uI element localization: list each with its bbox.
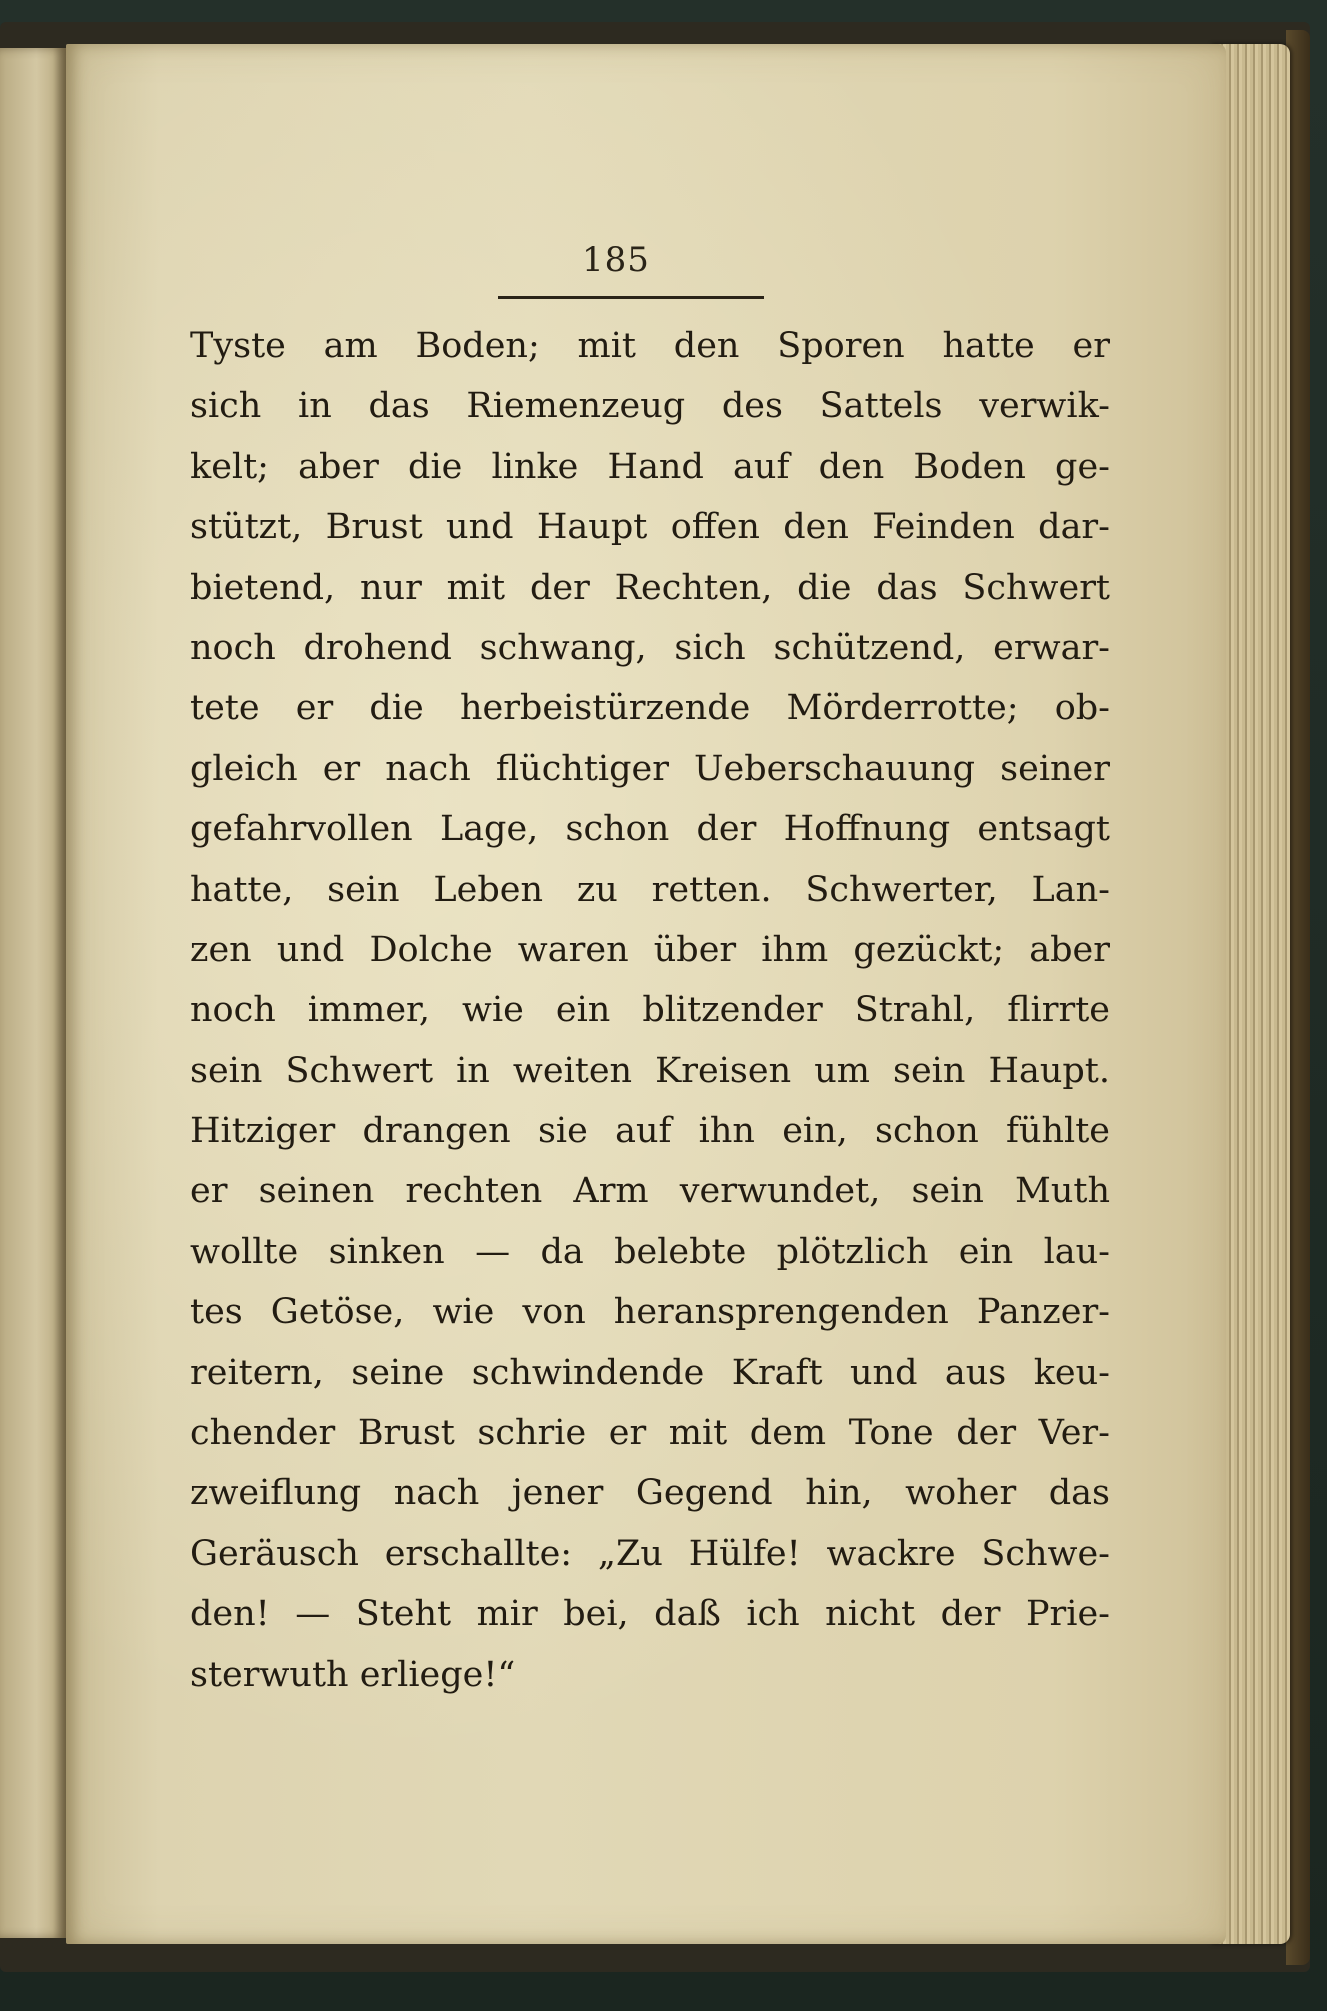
facing-page-edge bbox=[0, 48, 66, 1938]
text-line: gefahrvollen Lage, schon der Hoffnung entsagt bbox=[190, 809, 1110, 850]
text-line: gleich er nach flüchtiger Ueberschauung seiner bbox=[190, 748, 1110, 789]
text-line: wollte sinken — da belebte plötzlich ein lau- bbox=[190, 1231, 1110, 1272]
header-rule bbox=[498, 296, 764, 299]
text-line: sich in das Riemenzeug des Sattels verwik- bbox=[190, 386, 1110, 427]
book-page bbox=[66, 44, 1226, 1944]
text-line: Geräusch erschallte: „Zu Hülfe! wackre Schwe- bbox=[190, 1533, 1110, 1574]
text-line: kelt; aber die linke Hand auf den Boden ge- bbox=[190, 446, 1110, 487]
text-line: stützt, Brust und Haupt offen den Feinden dar- bbox=[190, 507, 1110, 548]
text-line: zen und Dolche waren über ihm gezückt; aber bbox=[190, 929, 1110, 970]
text-line: sterwuth erliege!“ bbox=[190, 1654, 516, 1695]
text-line: hatte, sein Leben zu retten. Schwerter, Lan- bbox=[190, 869, 1110, 910]
text-line: tete er die herbeistürzende Mörderrotte; ob- bbox=[190, 688, 1110, 729]
text-line: tes Getöse, wie von heransprengenden Panzer- bbox=[190, 1292, 1110, 1333]
page-number: 185 bbox=[582, 240, 650, 280]
text-line: noch immer, wie ein blitzender Strahl, flirrte bbox=[190, 990, 1110, 1031]
text-line: den! — Steht mir bei, daß ich nicht der Prie- bbox=[190, 1594, 1110, 1635]
text-line: zweiflung nach jener Gegend hin, woher das bbox=[190, 1473, 1110, 1514]
text-line: chender Brust schrie er mit dem Tone der Ver- bbox=[190, 1413, 1110, 1454]
text-line: Tyste am Boden; mit den Sporen hatte er bbox=[190, 326, 1110, 366]
text-line: sein Schwert in weiten Kreisen um sein Haupt. bbox=[190, 1050, 1110, 1091]
text-line: noch drohend schwang, sich schützend, erwar- bbox=[190, 627, 1110, 668]
text-line: er seinen rechten Arm verwundet, sein Muth bbox=[190, 1171, 1110, 1212]
text-line: Hitziger drangen sie auf ihn ein, schon fühlte bbox=[190, 1111, 1110, 1152]
text-line: reitern, seine schwindende Kraft und aus keu- bbox=[190, 1352, 1110, 1393]
body-text bbox=[190, 316, 1110, 1705]
text-line: bietend, nur mit der Rechten, die das Schwert bbox=[190, 567, 1110, 608]
